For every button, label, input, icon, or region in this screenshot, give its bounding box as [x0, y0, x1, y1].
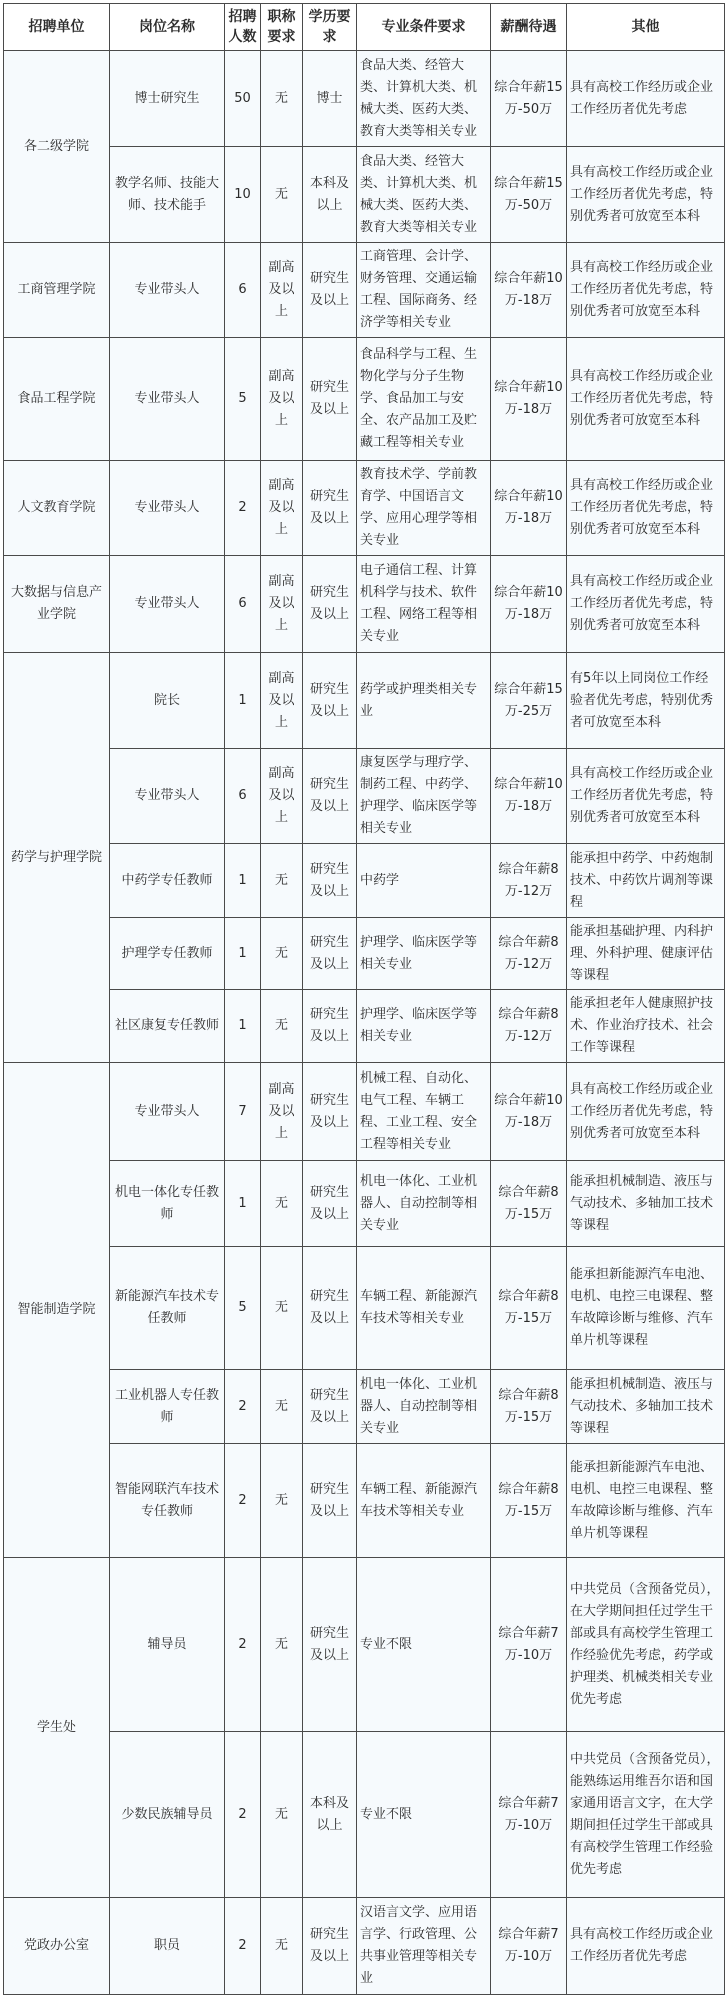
count-cell: 5 [225, 1247, 261, 1370]
post-cell: 专业带头人 [110, 243, 225, 338]
title-req-cell: 副高及以上 [261, 243, 303, 338]
education-cell: 研究生及以上 [303, 653, 357, 749]
table-row [4, 51, 725, 147]
table-row [4, 243, 725, 338]
title-req-cell: 副高及以上 [261, 461, 303, 556]
count-cell: 2 [225, 1732, 261, 1898]
unit-cell: 学生处 [4, 1558, 110, 1898]
other-cell: 具有高校工作经历或企业工作经历者优先考虑，特别优秀者可放宽至本科 [567, 243, 725, 338]
major-cell: 食品大类、经管大类、计算机大类、机械大类、医药大类、教育大类等相关专业 [357, 51, 491, 147]
table-row [4, 1444, 725, 1558]
other-cell: 具有高校工作经历或企业工作经历者优先考虑，特别优秀者可放宽至本科 [567, 461, 725, 556]
title-req-cell: 副高及以上 [261, 1063, 303, 1161]
education-cell: 研究生及以上 [303, 1370, 357, 1444]
count-cell: 6 [225, 749, 261, 844]
salary-cell: 综合年薪8万-12万 [491, 918, 567, 990]
salary-cell: 综合年薪8万-12万 [491, 844, 567, 918]
major-cell: 护理学、临床医学等相关专业 [357, 990, 491, 1063]
table-row [4, 990, 725, 1063]
title-req-cell: 无 [261, 990, 303, 1063]
table-row [4, 844, 725, 918]
post-cell: 机电一体化专任教师 [110, 1161, 225, 1247]
count-cell: 1 [225, 918, 261, 990]
table-row [4, 1558, 725, 1732]
major-cell: 车辆工程、新能源汽车技术等相关专业 [357, 1444, 491, 1558]
major-cell: 电子通信工程、计算机科学与技术、软件工程、网络工程等相关专业 [357, 556, 491, 653]
major-cell: 专业不限 [357, 1558, 491, 1732]
education-cell: 研究生及以上 [303, 1247, 357, 1370]
salary-cell: 综合年薪8万-15万 [491, 1247, 567, 1370]
title-req-cell: 无 [261, 918, 303, 990]
major-cell: 工商管理、会计学、财务管理、交通运输工程、国际商务、经济学等相关专业 [357, 243, 491, 338]
title-req-cell: 无 [261, 1444, 303, 1558]
salary-cell: 综合年薪10万-18万 [491, 749, 567, 844]
other-cell: 能承担中药学、中药炮制技术、中药饮片调剂等课程 [567, 844, 725, 918]
count-cell: 5 [225, 338, 261, 461]
post-cell: 院长 [110, 653, 225, 749]
count-cell: 50 [225, 51, 261, 147]
title-req-cell: 副高及以上 [261, 556, 303, 653]
post-cell: 新能源汽车技术专任教师 [110, 1247, 225, 1370]
table-row [4, 338, 725, 461]
table-row [4, 749, 725, 844]
education-cell: 研究生及以上 [303, 1898, 357, 1995]
major-cell: 机械工程、自动化、电气工程、车辆工程、工业工程、安全工程等相关专业 [357, 1063, 491, 1161]
salary-cell: 综合年薪10万-18万 [491, 1063, 567, 1161]
count-cell: 2 [225, 1558, 261, 1732]
education-cell: 研究生及以上 [303, 918, 357, 990]
header-major: 专业条件要求 [357, 4, 491, 51]
count-cell: 6 [225, 556, 261, 653]
major-cell: 食品科学与工程、生物化学与分子生物学、食品加工与安全、农产品加工及贮藏工程等相关专业 [357, 338, 491, 461]
other-cell: 中共党员（含预备党员），能熟练运用维吾尔语和国家通用语言文字，在大学期间担任过学生干部或具有高校学生管理工作经验优先考虑 [567, 1732, 725, 1898]
post-cell: 职员 [110, 1898, 225, 1995]
title-req-cell: 无 [261, 51, 303, 147]
unit-cell: 药学与护理学院 [4, 653, 110, 1063]
title-req-cell: 副高及以上 [261, 338, 303, 461]
salary-cell: 综合年薪10万-18万 [491, 556, 567, 653]
education-cell: 研究生及以上 [303, 243, 357, 338]
salary-cell: 综合年薪8万-12万 [491, 990, 567, 1063]
title-req-cell: 无 [261, 1898, 303, 1995]
header-education: 学历要求 [303, 4, 357, 51]
salary-cell: 综合年薪15万-25万 [491, 653, 567, 749]
education-cell: 本科及以上 [303, 1732, 357, 1898]
other-cell: 有5年以上同岗位工作经验者优先考虑，特别优秀者可放宽至本科 [567, 653, 725, 749]
salary-cell: 综合年薪10万-18万 [491, 243, 567, 338]
education-cell: 博士 [303, 51, 357, 147]
education-cell: 研究生及以上 [303, 990, 357, 1063]
post-cell: 中药学专任教师 [110, 844, 225, 918]
table-row [4, 1247, 725, 1370]
other-cell: 具有高校工作经历或企业工作经历者优先考虑，特别优秀者可放宽至本科 [567, 338, 725, 461]
major-cell: 机电一体化、工业机器人、自动控制等相关专业 [357, 1161, 491, 1247]
title-req-cell: 无 [261, 147, 303, 243]
post-cell: 专业带头人 [110, 749, 225, 844]
salary-cell: 综合年薪7万-10万 [491, 1898, 567, 1995]
post-cell: 社区康复专任教师 [110, 990, 225, 1063]
table-row [4, 1732, 725, 1898]
table-row [4, 1161, 725, 1247]
other-cell: 能承担机械制造、液压与气动技术、多轴加工技术等课程 [567, 1370, 725, 1444]
education-cell: 本科及以上 [303, 147, 357, 243]
post-cell: 工业机器人专任教师 [110, 1370, 225, 1444]
salary-cell: 综合年薪7万-10万 [491, 1732, 567, 1898]
unit-cell: 大数据与信息产业学院 [4, 556, 110, 653]
title-req-cell: 无 [261, 1161, 303, 1247]
other-cell: 能承担机械制造、液压与气动技术、多轴加工技术等课程 [567, 1161, 725, 1247]
count-cell: 1 [225, 653, 261, 749]
post-cell: 少数民族辅导员 [110, 1732, 225, 1898]
count-cell: 1 [225, 1161, 261, 1247]
post-cell: 辅导员 [110, 1558, 225, 1732]
title-req-cell: 副高及以上 [261, 749, 303, 844]
header-unit: 招聘单位 [4, 4, 110, 51]
count-cell: 2 [225, 1898, 261, 1995]
major-cell: 汉语言文学、应用语言学、行政管理、公共事业管理等相关专业 [357, 1898, 491, 1995]
salary-cell: 综合年薪10万-18万 [491, 461, 567, 556]
post-cell: 专业带头人 [110, 461, 225, 556]
education-cell: 研究生及以上 [303, 1063, 357, 1161]
post-cell: 博士研究生 [110, 51, 225, 147]
unit-cell: 工商管理学院 [4, 243, 110, 338]
education-cell: 研究生及以上 [303, 844, 357, 918]
table-body [4, 51, 725, 1995]
other-cell: 能承担新能源汽车电池、电机、电控三电课程、整车故障诊断与维修、汽车单片机等课程 [567, 1444, 725, 1558]
post-cell: 教学名师、技能大师、技术能手 [110, 147, 225, 243]
education-cell: 研究生及以上 [303, 1161, 357, 1247]
other-cell: 能承担基础护理、内科护理、外科护理、健康评估等课程 [567, 918, 725, 990]
count-cell: 6 [225, 243, 261, 338]
other-cell: 能承担新能源汽车电池、电机、电控三电课程、整车故障诊断与维修、汽车单片机等课程 [567, 1247, 725, 1370]
salary-cell: 综合年薪15万-50万 [491, 51, 567, 147]
education-cell: 研究生及以上 [303, 1558, 357, 1732]
title-req-cell: 无 [261, 1558, 303, 1732]
other-cell: 能承担老年人健康照护技术、作业治疗技术、社会工作等课程 [567, 990, 725, 1063]
header-other: 其他 [567, 4, 725, 51]
recruitment-table-container [3, 3, 724, 1995]
major-cell: 专业不限 [357, 1732, 491, 1898]
count-cell: 2 [225, 1370, 261, 1444]
count-cell: 2 [225, 1444, 261, 1558]
count-cell: 7 [225, 1063, 261, 1161]
other-cell: 具有高校工作经历或企业工作经历者优先考虑，特别优秀者可放宽至本科 [567, 147, 725, 243]
major-cell: 药学或护理类相关专业 [357, 653, 491, 749]
other-cell: 具有高校工作经历或企业工作经历者优先考虑，特别优秀者可放宽至本科 [567, 1063, 725, 1161]
title-req-cell: 无 [261, 1370, 303, 1444]
major-cell: 护理学、临床医学等相关专业 [357, 918, 491, 990]
major-cell: 车辆工程、新能源汽车技术等相关专业 [357, 1247, 491, 1370]
header-salary: 薪酬待遇 [491, 4, 567, 51]
post-cell: 专业带头人 [110, 556, 225, 653]
salary-cell: 综合年薪15万-50万 [491, 147, 567, 243]
post-cell: 护理学专任教师 [110, 918, 225, 990]
header-post: 岗位名称 [110, 4, 225, 51]
table-row [4, 918, 725, 990]
count-cell: 10 [225, 147, 261, 243]
unit-cell: 智能制造学院 [4, 1063, 110, 1558]
table-row [4, 147, 725, 243]
table-row [4, 1063, 725, 1161]
title-req-cell: 副高及以上 [261, 653, 303, 749]
salary-cell: 综合年薪8万-15万 [491, 1444, 567, 1558]
post-cell: 专业带头人 [110, 338, 225, 461]
table-row [4, 1898, 725, 1995]
unit-cell: 各二级学院 [4, 51, 110, 243]
other-cell: 具有高校工作经历或企业工作经历者优先考虑 [567, 1898, 725, 1995]
table-row [4, 556, 725, 653]
post-cell: 智能网联汽车技术专任教师 [110, 1444, 225, 1558]
title-req-cell: 无 [261, 1247, 303, 1370]
education-cell: 研究生及以上 [303, 556, 357, 653]
major-cell: 机电一体化、工业机器人、自动控制等相关专业 [357, 1370, 491, 1444]
post-cell: 专业带头人 [110, 1063, 225, 1161]
other-cell: 具有高校工作经历或企业工作经历者优先考虑，特别优秀者可放宽至本科 [567, 749, 725, 844]
table-row [4, 461, 725, 556]
title-req-cell: 无 [261, 844, 303, 918]
count-cell: 1 [225, 990, 261, 1063]
header-count: 招聘人数 [225, 4, 261, 51]
salary-cell: 综合年薪10万-18万 [491, 338, 567, 461]
header-title-req: 职称要求 [261, 4, 303, 51]
title-req-cell: 无 [261, 1732, 303, 1898]
salary-cell: 综合年薪7万-10万 [491, 1558, 567, 1732]
education-cell: 研究生及以上 [303, 338, 357, 461]
recruitment-table [3, 3, 725, 1995]
major-cell: 中药学 [357, 844, 491, 918]
salary-cell: 综合年薪8万-15万 [491, 1370, 567, 1444]
count-cell: 2 [225, 461, 261, 556]
count-cell: 1 [225, 844, 261, 918]
other-cell: 具有高校工作经历或企业工作经历者优先考虑 [567, 51, 725, 147]
salary-cell: 综合年薪8万-15万 [491, 1161, 567, 1247]
unit-cell: 食品工程学院 [4, 338, 110, 461]
major-cell: 康复医学与理疗学、制药工程、中药学、护理学、临床医学等相关专业 [357, 749, 491, 844]
unit-cell: 党政办公室 [4, 1898, 110, 1995]
education-cell: 研究生及以上 [303, 461, 357, 556]
education-cell: 研究生及以上 [303, 749, 357, 844]
table-row [4, 653, 725, 749]
other-cell: 具有高校工作经历或企业工作经历者优先考虑，特别优秀者可放宽至本科 [567, 556, 725, 653]
table-header-row [4, 4, 725, 51]
education-cell: 研究生及以上 [303, 1444, 357, 1558]
other-cell: 中共党员（含预备党员），在大学期间担任过学生干部或具有高校学生管理工作经验优先考虑，药学或护理类、机械类相关专业优先考虑 [567, 1558, 725, 1732]
table-row [4, 1370, 725, 1444]
major-cell: 教育技术学、学前教育学、中国语言文学、应用心理学等相关专业 [357, 461, 491, 556]
unit-cell: 人文教育学院 [4, 461, 110, 556]
major-cell: 食品大类、经管大类、计算机大类、机械大类、医药大类、教育大类等相关专业 [357, 147, 491, 243]
